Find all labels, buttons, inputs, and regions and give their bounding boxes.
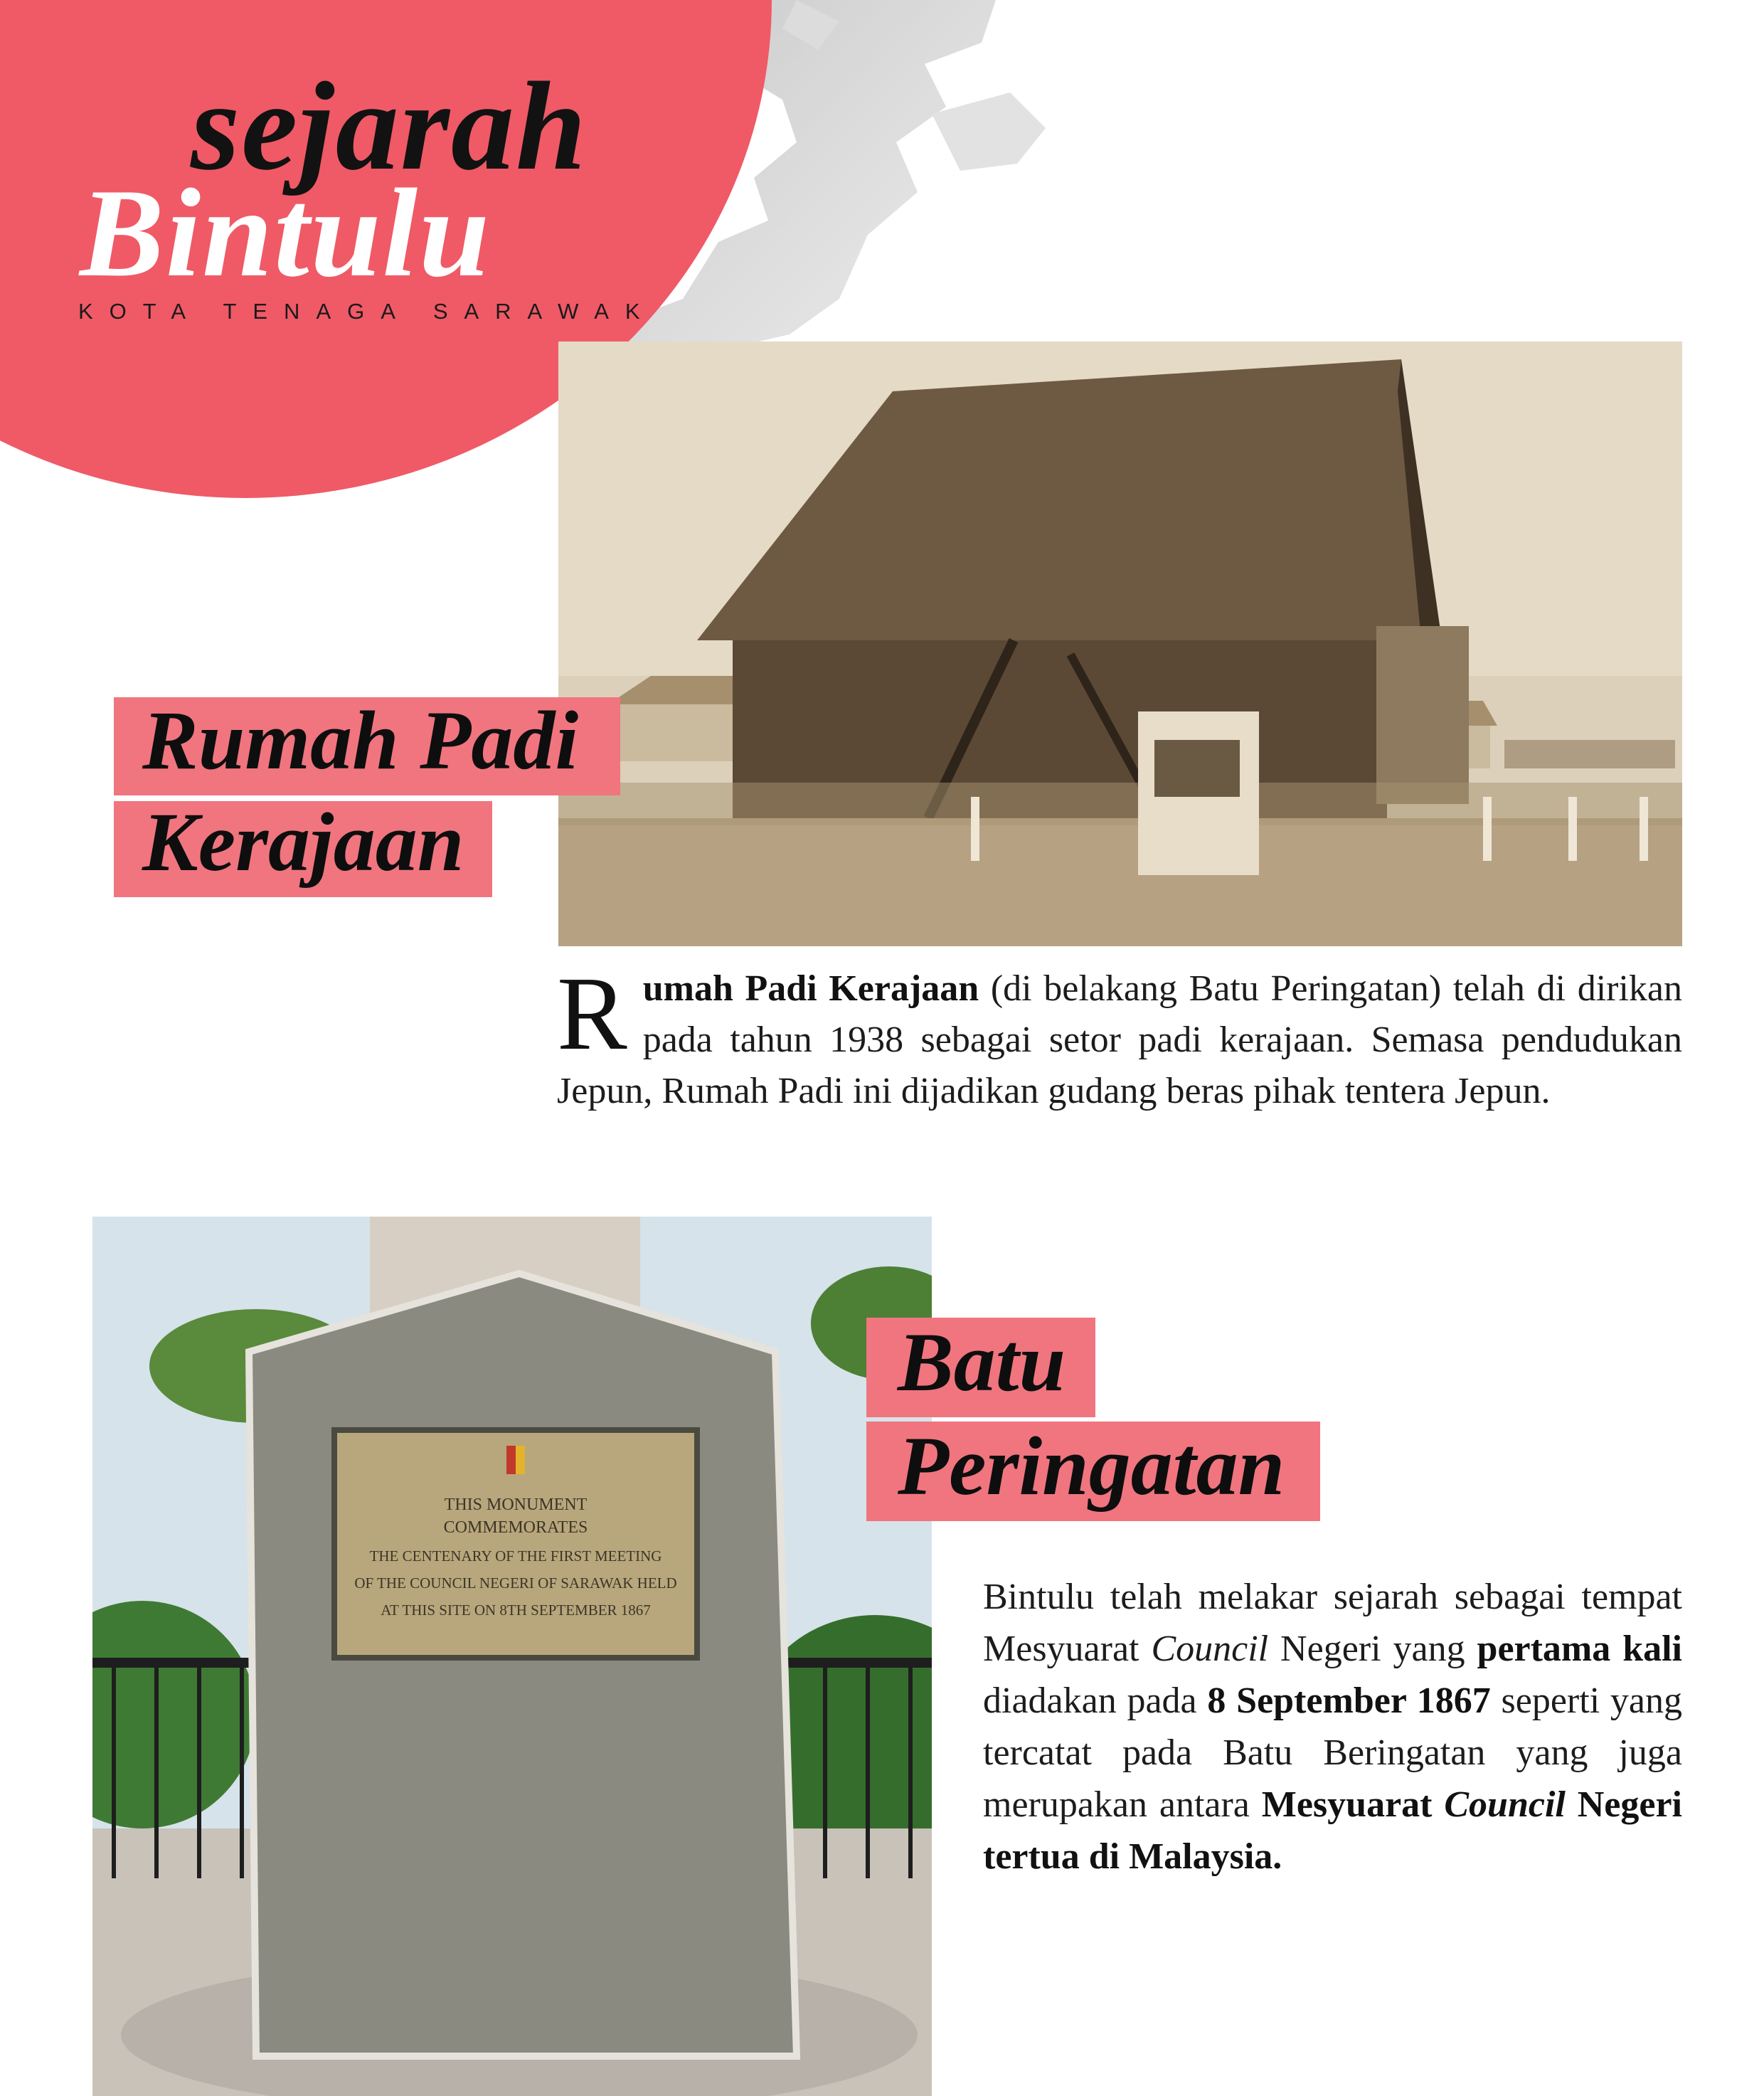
title-bintulu: Bintulu [80,162,492,303]
bp-text-3: diadakan pada [983,1680,1208,1721]
heading-rumah-padi-line2: Kerajaan [142,795,464,889]
drop-cap: R [557,956,627,1072]
bp-italic-council: Council [1151,1629,1269,1669]
plaque-line2: COMMEMORATES [443,1518,588,1537]
heading-rumah-padi-line1: Rumah Padi [142,694,579,787]
bp-bold-date: 8 September 1867 [1207,1680,1491,1721]
plaque-line1: THIS MONUMENT [444,1496,588,1514]
heading-batu-line1: Batu [898,1316,1066,1409]
heading-batu [866,1318,1095,1417]
plaque-line4: OF THE COUNCIL NEGERI OF SARAWAK HELD [354,1574,677,1592]
rumah-padi-text: (di belakang Batu Peringatan) telah di dirikan pada tahun 1938 sebagai setor padi kerajaan. Semasa pendudukan Jepun, Rumah Padi ini dijadikan gudang beras pihak tentera Jepun. [557,968,1682,1111]
rumah-padi-bold-lead: umah Padi Kerajaan [642,968,979,1009]
rumah-padi-paragraph [557,956,1682,1117]
heading-rumah-padi [114,694,620,795]
bp-bold-tail: Negeri tertua di Malaysia. [983,1784,1682,1877]
title-sejarah: sejarah [191,55,588,196]
batu-peringatan-paragraph [983,1571,1682,1883]
batu-peringatan-photo [92,1217,932,2096]
plaque-line5: AT THIS SITE ON 8TH SEPTEMBER 1867 [381,1602,651,1619]
bp-bold-mesyuarat: Mesyuarat [1261,1784,1445,1825]
bp-text-4: seperti yang tercatat pada Batu Beringatan yang juga merupakan antara [983,1680,1682,1825]
tagline: KOTA TENAGA SARAWAK [78,299,657,324]
heading-kerajaan [114,795,492,897]
bp-text-2: Negeri yang [1268,1629,1477,1669]
heading-peringatan [866,1419,1320,1521]
bp-text-1: Bintulu telah melakar sejarah sebagai tempat Mesyuarat [983,1577,1682,1669]
bp-bold-italic-council: Council [1444,1784,1566,1825]
plaque-line3: THE CENTENARY OF THE FIRST MEETING [369,1547,662,1565]
heading-batu-line2: Peringatan [898,1419,1285,1513]
rumah-padi-photo [558,342,1682,946]
bp-bold-pertama: pertama kali [1477,1629,1683,1669]
